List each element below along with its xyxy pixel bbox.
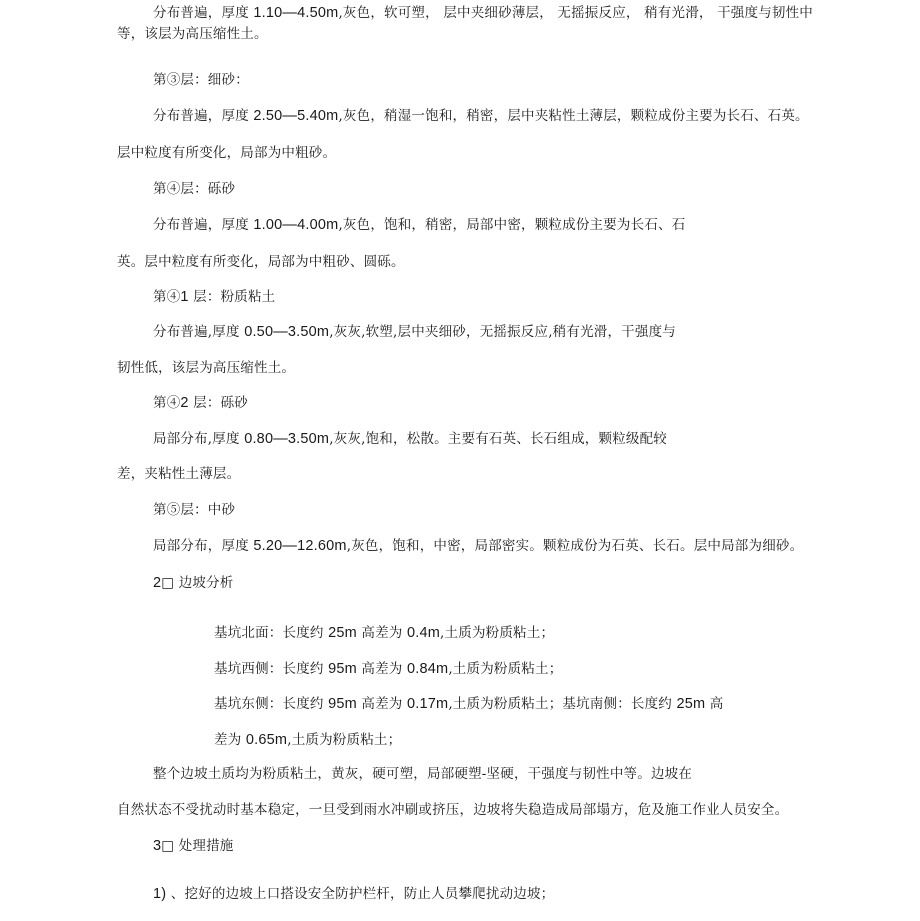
paragraph-layer4-line2: 英。层中粒度有所变化，局部为中粗砂、圆砾。: [117, 254, 405, 270]
paragraph-layer3-line1: 分布普遍，厚度 2.50—5.40m,灰色，稍湿一饱和，稍密，层中夹粘性土薄层，颗粒成份主要为长石、石英。: [153, 108, 809, 124]
section-heading-measures: 3□ 处理措施: [153, 838, 234, 854]
paragraph-layer4-2-line2: 差，夹粘性土薄层。: [117, 466, 241, 482]
heading-layer4-2: 第④2 层：砾砂: [153, 395, 248, 411]
section-heading-slope-analysis: 2□ 边坡分析: [153, 575, 234, 591]
heading-layer4-1: 第④1 层：粉质粘土: [153, 289, 276, 305]
slope-east-south: 基坑东侧：长度约 95m 高差为 0.17m,土质为粉质粘土；基坑南侧：长度约 25m 高: [214, 696, 724, 712]
paragraph-layer4-2-line1: 局部分布,厚度 0.80—3.50m,灰灰,饱和，松散。主要有石英、长石组成，颗粒级配较: [153, 431, 668, 447]
paragraph-layer2-line2: 等，该层为高压缩性土。: [117, 26, 268, 42]
heading-layer3: 第③层：细砂：: [153, 72, 249, 88]
paragraph-layer5-line1: 局部分布，厚度 5.20—12.60m,灰色，饱和，中密，局部密实。颗粒成份为石英、长石。层中局部为细砂。: [153, 538, 804, 554]
heading-layer5: 第⑤层：中砂: [153, 502, 236, 518]
paragraph-slope-summary-line1: 整个边坡土质均为粉质粘土，黄灰，硬可塑，局部硬塑-坚硬，干强度与韧性中等。边坡在: [153, 766, 693, 782]
slope-west: 基坑西侧：长度约 95m 高差为 0.84m,土质为粉质粘土；: [214, 661, 563, 677]
paragraph-layer4-line1: 分布普遍，厚度 1.00—4.00m,灰色，饱和，稍密，局部中密，颗粒成份主要为长石、石: [153, 217, 686, 233]
paragraph-layer2-line1: 分布普遍，厚度 1.10—4.50m,灰色，软可塑， 层中夹细砂薄层， 无摇振反应， 稍有光滑， 干强度与韧性中: [153, 5, 813, 21]
paragraph-slope-summary-line2: 自然状态不受扰动时基本稳定，一旦受到雨水冲刷或挤压，边坡将失稳造成局部塌方，危及施工作业人员安全。: [117, 802, 789, 818]
slope-north: 基坑北面：长度约 25m 高差为 0.4m,土质为粉质粘土；: [214, 625, 555, 641]
measure-item-1: 1) 、挖好的边坡上口搭设安全防护栏杆，防止人员攀爬扰动边坡；: [153, 886, 555, 902]
slope-south-cont: 差为 0.65m,土质为粉质粘土；: [214, 732, 402, 748]
heading-layer4: 第④层：砾砂: [153, 181, 236, 197]
paragraph-layer3-line2: 层中粒度有所变化，局部为中粗砂。: [117, 145, 337, 161]
paragraph-layer4-1-line2: 韧性低，该层为高压缩性土。: [117, 360, 296, 376]
paragraph-layer4-1-line1: 分布普遍,厚度 0.50—3.50m,灰灰,软塑,层中夹细砂，无摇振反应,稍有光滑，干强度与: [153, 324, 676, 340]
